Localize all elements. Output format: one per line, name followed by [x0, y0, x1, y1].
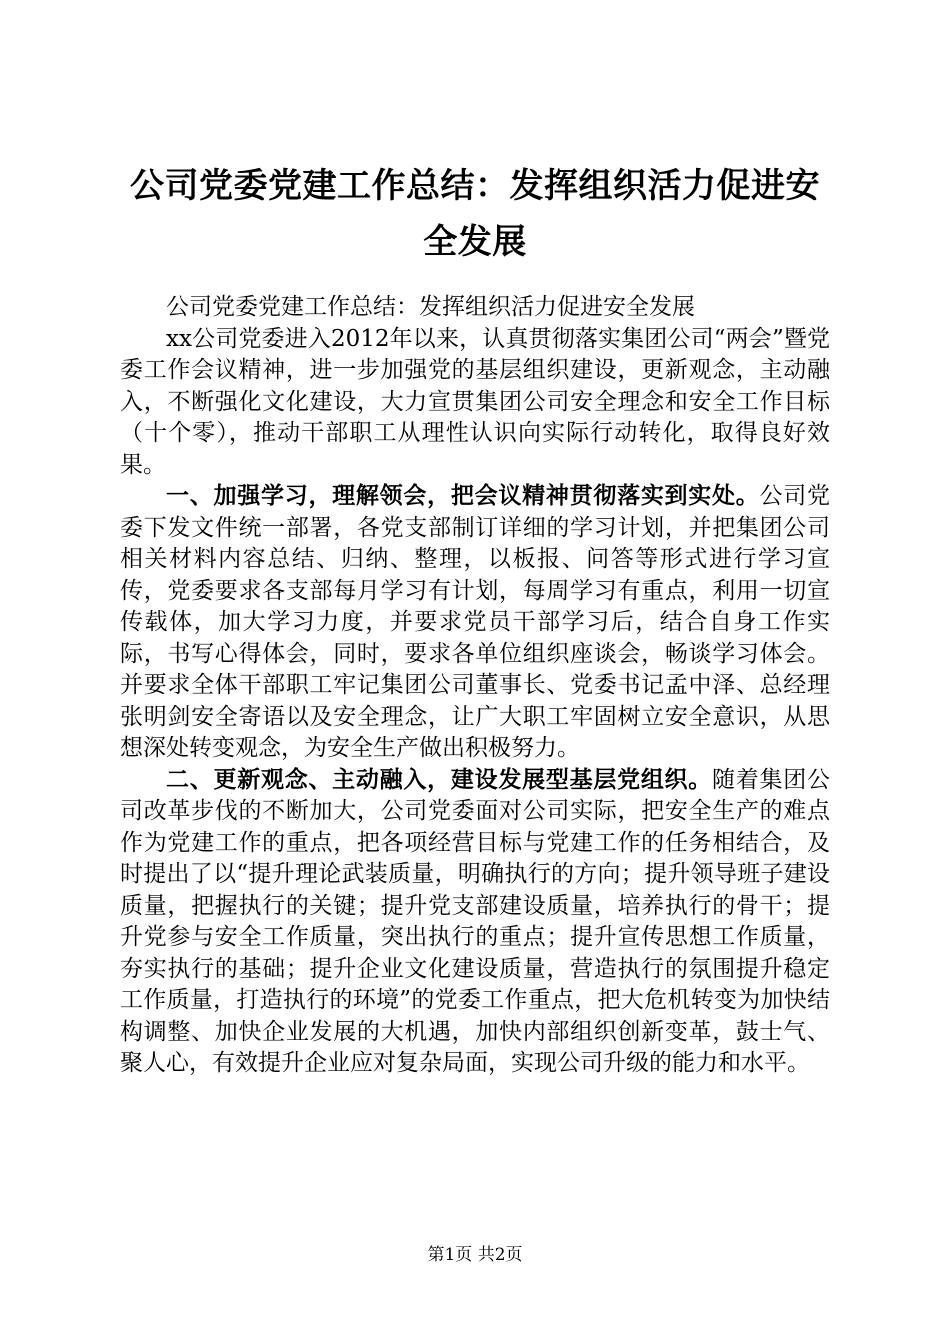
section-heading-1: 一、加强学习，理解领会，把会议精神贯彻落实到实处。 [166, 483, 760, 509]
section-paragraph-1 [120, 481, 830, 765]
section-paragraph-2 [120, 765, 830, 1080]
section-body-2: 随着集团公司改革步伐的不断加大，公司党委面对公司实际，把安全生产的难点作为党建工作的重点，把各项经营目标与党建工作的任务相结合，及时提出了以“提升理论武装质量，明确执行的方向；提升领导班子建设质量，把握执行的关键；提升党支部建设质量，培养执行的骨干；提升党参与安全工作质量，突出执行的重点；提升宣传思想工作质量，夯实执行的基础；提升企业文化建设质量，营造执行的氛围提升稳定工作质量，打造执行的环境”的党委工作重点，把大危机转变为加快结构调整、加快企业发展的大机遇，加快内部组织创新变革，鼓士气、聚人心，有效提升企业应对复杂局面，实现公司升级的能力和水平。 [120, 766, 831, 1076]
document-subtitle: 公司党委党建工作总结：发挥组织活力促进安全发展 [166, 294, 695, 320]
document-title: 公司党委党建工作总结：发挥组织活力促进安全发展 [130, 166, 820, 262]
page-number-footer: 第1页 共2页 [427, 1245, 523, 1265]
section-body-1: 公司党委下发文件统一部署，各党支部制订详细的学习计划，并把集团公司相关材料内容总结、归纳、整理，以板报、问答等形式进行学习宣传，党委要求各支部每月学习有计划，每周学习有重点，利用一切宣传载体，加大学习力度，并要求党员干部学习后，结合自身工作实际，书写心得体会，同时，要求各单位组织座谈会，畅谈学习体会。并要求全体干部职工牢记集团公司董事长、党委书记孟中泽、总经理张明剑安全寄语以及安全理念，让广大职工牢固树立安全意识，从思想深处转变观念，为安全生产做出积极努力。 [120, 483, 831, 761]
intro-paragraph: xx公司党委进入2012年以来，认真贯彻落实集团公司“两会”暨党委工作会议精神，进一步加强党的基层组织建设，更新观念，主动融入，不断强化文化建设，大力宣贯集团公司安全理念和安全工作目标（十个零），推动干部职工从理性认识向实际行动转化，取得良好效果。 [120, 325, 830, 478]
document-body [120, 292, 830, 1080]
section-heading-2: 二、更新观念、主动融入，建设发展型基层党组织。 [166, 766, 713, 793]
